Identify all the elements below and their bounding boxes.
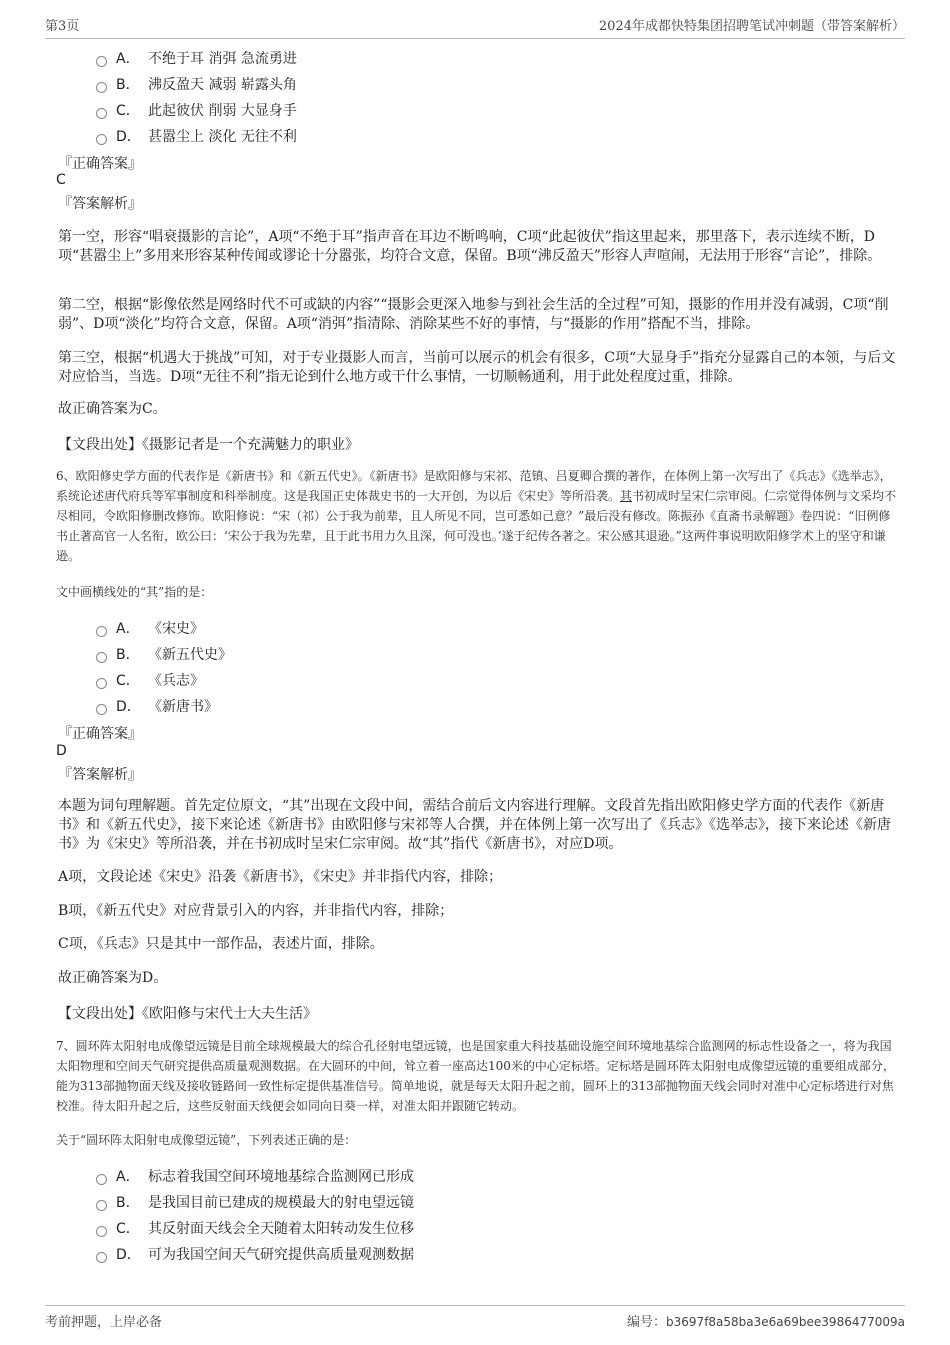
- analysis-paragraph: A项，文段论述《宋史》沿袭《新唐书》，《宋史》并非指代内容，排除；: [58, 869, 503, 885]
- radio-icon[interactable]: [96, 704, 107, 715]
- footer-slogan: 考前押题，上岸必备: [45, 1315, 163, 1330]
- correct-answer: C: [56, 172, 66, 188]
- q7-option-d[interactable]: D． 可为我国空间天气研究提供高质量观测数据: [96, 1244, 414, 1264]
- analysis-label: 『答案解析』: [58, 196, 142, 212]
- correct-answer-label: 『正确答案』: [58, 156, 142, 172]
- analysis-paragraph: 第一空，形容“唱衰摄影的言论”，A项“不绝于耳”指声音在耳边不断鸣响，C项“此起彼伏”指这里起来，那里落下，表示连续不断，D项“甚嚣尘上”多用来形容某种传闻或谬论十分嚣张，均符合文意，保留。B项“沸反盈天”形容人声喧闹，无法用于形容“言论”，排除。: [58, 229, 882, 264]
- radio-icon[interactable]: [96, 56, 107, 67]
- analysis-paragraph: 本题为词句理解题。首先定位原文，“其”出现在文段中间，需结合前后文内容进行理解。文段首先指出欧阳修史学方面的代表作《新唐书》和《新五代史》，接下来论述《新唐书》由欧阳修与宋祁等人合撰，并在体例上第一次写出了《兵志》《选举志》，接下来论述《新唐书》为《宋史》等所沿袭，并在书初成时呈宋仁宗审阅。故“其”指代《新唐书》，对应D项。: [58, 798, 891, 852]
- q7-option-b[interactable]: B． 是我国目前已建成的规模最大的射电望远镜: [96, 1192, 414, 1212]
- document-id: 编号：b3697f8a58ba3e6a69bee3986477009a: [627, 1315, 905, 1330]
- radio-icon[interactable]: [96, 134, 107, 145]
- q5-option-d[interactable]: D． 甚嚣尘上 淡化 无往不利: [96, 126, 297, 146]
- question-prompt: 关于“圆环阵太阳射电成像望远镜”，下列表述正确的是：: [56, 1133, 357, 1147]
- page-header: [45, 12, 905, 39]
- analysis-paragraph: B项，《新五代史》对应背景引入的内容，并非指代内容，排除；: [58, 903, 454, 919]
- document-title: 2024年成都快特集团招聘笔试冲刺题（带答案解析）: [598, 19, 905, 34]
- q7-option-c[interactable]: C． 其反射面天线会全天随着太阳转动发生位移: [96, 1218, 414, 1238]
- analysis-label: 『答案解析』: [58, 767, 142, 783]
- question-passage: 6、欧阳修史学方面的代表作是《新唐书》和《新五代史》。《新唐书》是欧阳修与宋祁、范镇、吕夏卿合撰的著作，在体例上第一次写出了《兵志》《选举志》，系统论述唐代府兵等军事制度和科举制度。这是我国正史体裁史书的一大开创，为以后《宋史》等所沿袭。其书初成时呈宋仁宗审阅。仁宗觉得体例与文采均不尽相同，令欧阳修删改修饰。欧阳修说：“宋（祁）公于我为前辈，且人所见不同，岂可悉如己意？”最后没有修改。陈振孙《直斋书录解题》卷四说：“旧例修书止著高官一人名衔，欧公曰：‘宋公于我为先辈，且于此书用力久且深，何可没也。’遂于纪传各著之。宋公感其退逊。”这两件事说明欧阳修学术上的坚守和谦逊。: [56, 469, 897, 563]
- radio-icon[interactable]: [96, 652, 107, 663]
- q6-option-b[interactable]: B． 《新五代史》: [96, 644, 232, 664]
- q5-option-b[interactable]: B． 沸反盈天 减弱 崭露头角: [96, 74, 297, 94]
- radio-icon[interactable]: [96, 1226, 107, 1237]
- q6-option-a[interactable]: A． 《宋史》: [96, 618, 204, 638]
- radio-icon[interactable]: [96, 1174, 107, 1185]
- source-citation: 【文段出处】《欧阳修与宋代士大夫生活》: [58, 1006, 317, 1022]
- q7-option-a[interactable]: A． 标志着我国空间环境地基综合监测网已形成: [96, 1166, 414, 1186]
- analysis-paragraph: 第二空，根据“影像依然是网络时代不可或缺的内容”“摄影会更深入地参与到社会生活的全过程”可知，摄影的作用并没有减弱，C项“削弱”、D项“淡化”均符合文意，保留。A项“消弭”指清除、消除某些不好的事情，与“摄影的作用”搭配不当，排除。: [58, 297, 889, 332]
- analysis-paragraph: C项，《兵志》只是其中一部作品，表述片面，排除。: [58, 936, 384, 952]
- question-prompt: 文中画横线处的“其”指的是：: [56, 585, 213, 599]
- analysis-conclusion: 故正确答案为D。: [58, 970, 168, 986]
- q6-option-c[interactable]: C． 《兵志》: [96, 670, 204, 690]
- radio-icon[interactable]: [96, 1252, 107, 1263]
- correct-answer: D: [56, 743, 67, 759]
- page-footer: [45, 1305, 905, 1333]
- radio-icon[interactable]: [96, 626, 107, 637]
- underlined-word: 其: [620, 489, 633, 503]
- q5-option-c[interactable]: C． 此起彼伏 削弱 大显身手: [96, 100, 297, 120]
- analysis-conclusion: 故正确答案为C。: [58, 401, 167, 417]
- radio-icon[interactable]: [96, 678, 107, 689]
- page-number: 第3页: [45, 19, 80, 34]
- radio-icon[interactable]: [96, 108, 107, 119]
- correct-answer-label: 『正确答案』: [58, 726, 142, 742]
- radio-icon[interactable]: [96, 1200, 107, 1211]
- radio-icon[interactable]: [96, 82, 107, 93]
- analysis-paragraph: 第三空，根据“机遇大于挑战”可知，对于专业摄影人而言，当前可以展示的机会有很多，C项“大显身手”指充分显露自己的本领，与后文对应恰当，当选。D项“无往不利”指无论到什么地方或干什么事情，一切顺畅通利，用于此处程度过重，排除。: [58, 350, 896, 385]
- source-citation: 【文段出处】《摄影记者是一个充满魅力的职业》: [58, 437, 359, 453]
- question-passage: 7、圆环阵太阳射电成像望远镜是目前全球规模最大的综合孔径射电望远镜，也是国家重大科技基础设施空间环境地基综合监测网的标志性设备之一，将为我国太阳物理和空间天气研究提供高质量观测数据。在大圆环的中间，耸立着一座高达100米的中心定标塔。定标塔是圆环阵太阳射电成像望远镜的重要组成部分，能为313部抛物面天线及接收链路间一致性标定提供基准信号。简单地说，就是每天太阳升起之前，圆环上的313部抛物面天线会同时对准中心定标塔进行对焦校准。待太阳升起之后，这些反射面天线便会如同向日葵一样，对准太阳并跟随它转动。: [56, 1039, 895, 1113]
- q6-option-d[interactable]: D． 《新唐书》: [96, 696, 218, 716]
- q5-option-a[interactable]: A． 不绝于耳 消弭 急流勇进: [96, 48, 297, 68]
